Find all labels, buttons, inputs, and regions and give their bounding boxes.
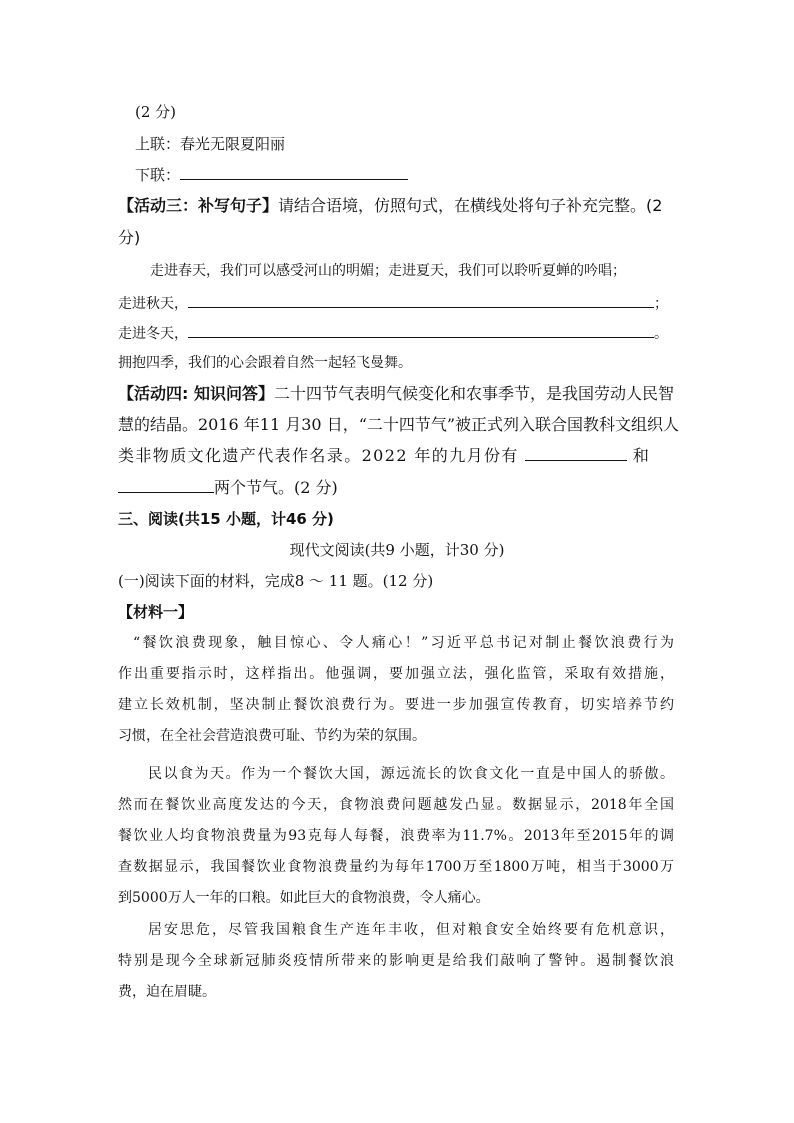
autumn-label: 走进秋天，: [118, 296, 188, 312]
material1-p2-line2: 然而在餐饮业高度发达的今天，食物浪费问题越发凸显。数据显示，2018年全国: [118, 797, 674, 813]
couplet-lower-label: 下联：: [135, 166, 181, 184]
activity3-autumn-line: [118, 293, 668, 314]
activity3-example: 走进春天，我们可以感受河山的明媚；走进夏天，我们可以聆听夏蝉的吟唱；: [150, 263, 626, 279]
material1-p2-line3: 餐饮业人均食物浪费量为93克每人每餐，浪费率为11.7%。2013年至2015年的调: [118, 828, 674, 844]
material1-p2-line4: 查数据显示，我国餐饮业食物浪费量约为每年1700万至1800万吨，相当于3000万: [118, 859, 674, 875]
material1-p3-line3: 费，迫在眉睫。: [118, 984, 216, 1000]
material1-p2-line1: 民以食为天。作为一个餐饮大国，源远流长的饮食文化一直是中国人的骄傲。: [148, 766, 674, 782]
material1-p1-line3: 建立长效机制，坚决制止餐饮浪费行为。要进一步加强宣传教育，切实培养节约: [118, 697, 674, 713]
activity4-line2: 慧的结晶。2016 年11 月30 日，“二十四节气”被正式列入联合国教科文组织人: [118, 415, 680, 434]
material1-p3-line1: 居安思危，尽管我国粮食生产连年丰收，但对粮食安全始终要有危机意识，: [148, 922, 674, 938]
material1-p1-line2: 作出重要指示时，这样指出。他强调，要加强立法，强化监管，采取有效措施，: [118, 666, 674, 682]
couplet-upper-label: 上联：: [135, 135, 181, 153]
couplet-upper: [135, 134, 285, 154]
material1-label: 【材料一】: [118, 603, 194, 621]
activity3-instruction-line: [118, 196, 662, 216]
section3-subheading: 现代文阅读(共9 小题，计30 分): [289, 541, 505, 559]
couplet-lower: [135, 165, 408, 185]
activity4-text1: 二十四节气表明气候变化和农事季节，是我国劳动人民智: [273, 384, 674, 403]
material1-p3-line2: 特别是现今全球新冠肺炎疫情所带来的影响更是给我们敲响了警钟。遏制餐饮浪: [118, 953, 674, 969]
material1-p1-line1: “餐饮浪费现象，触目惊心、令人痛心！”习近平总书记对制止餐饮浪费行为: [133, 635, 674, 651]
solar-term-blank-1[interactable]: [525, 446, 627, 461]
activity3-closing: 拥抱四季，我们的心会跟着自然一起轻飞曼舞。: [118, 355, 412, 371]
activity4-line1: [118, 384, 674, 404]
activity4-title: 【活动四: 知识问答】: [118, 384, 274, 403]
winter-blank[interactable]: [188, 323, 654, 338]
material1-p1-line4: 习惯，在全社会营造浪费可耻、节约为荣的氛围。: [118, 728, 426, 744]
activity2-score: (2 分): [135, 103, 177, 121]
activity3-title: 【活动三：补写句子】: [118, 196, 279, 215]
activity3-instruction-cont: 分): [118, 228, 141, 247]
activity4-and: 和: [632, 446, 651, 465]
autumn-blank[interactable]: [188, 293, 654, 308]
material1-p2-line5: 到5000万人一年的口粮。如此巨大的食物浪费，令人痛心。: [118, 890, 490, 906]
activity4-text3: 类非物质文化遗产代表作名录。2022 年的九月份有: [118, 446, 519, 465]
section3-part1: (一)阅读下面的材料，完成8 ～ 11 题。(12 分): [118, 572, 434, 590]
winter-label: 走进冬天，: [118, 326, 188, 342]
solar-term-blank-2[interactable]: [118, 478, 214, 493]
activity4-text4: 两个节气。(2 分): [214, 478, 338, 497]
activity3-winter-line: [118, 323, 668, 344]
activity4-line4: [118, 478, 338, 498]
winter-end: 。: [654, 326, 668, 342]
section3-heading: 三、阅读(共15 小题，计46 分): [118, 510, 334, 528]
autumn-end: ；: [654, 296, 668, 312]
activity4-line3: [118, 446, 650, 466]
couplet-lower-blank[interactable]: [180, 165, 408, 180]
couplet-upper-text: 春光无限夏阳丽: [180, 135, 286, 153]
activity3-instruction: 请结合语境，仿照句式，在横线处将句子补充完整。(2: [278, 196, 663, 215]
